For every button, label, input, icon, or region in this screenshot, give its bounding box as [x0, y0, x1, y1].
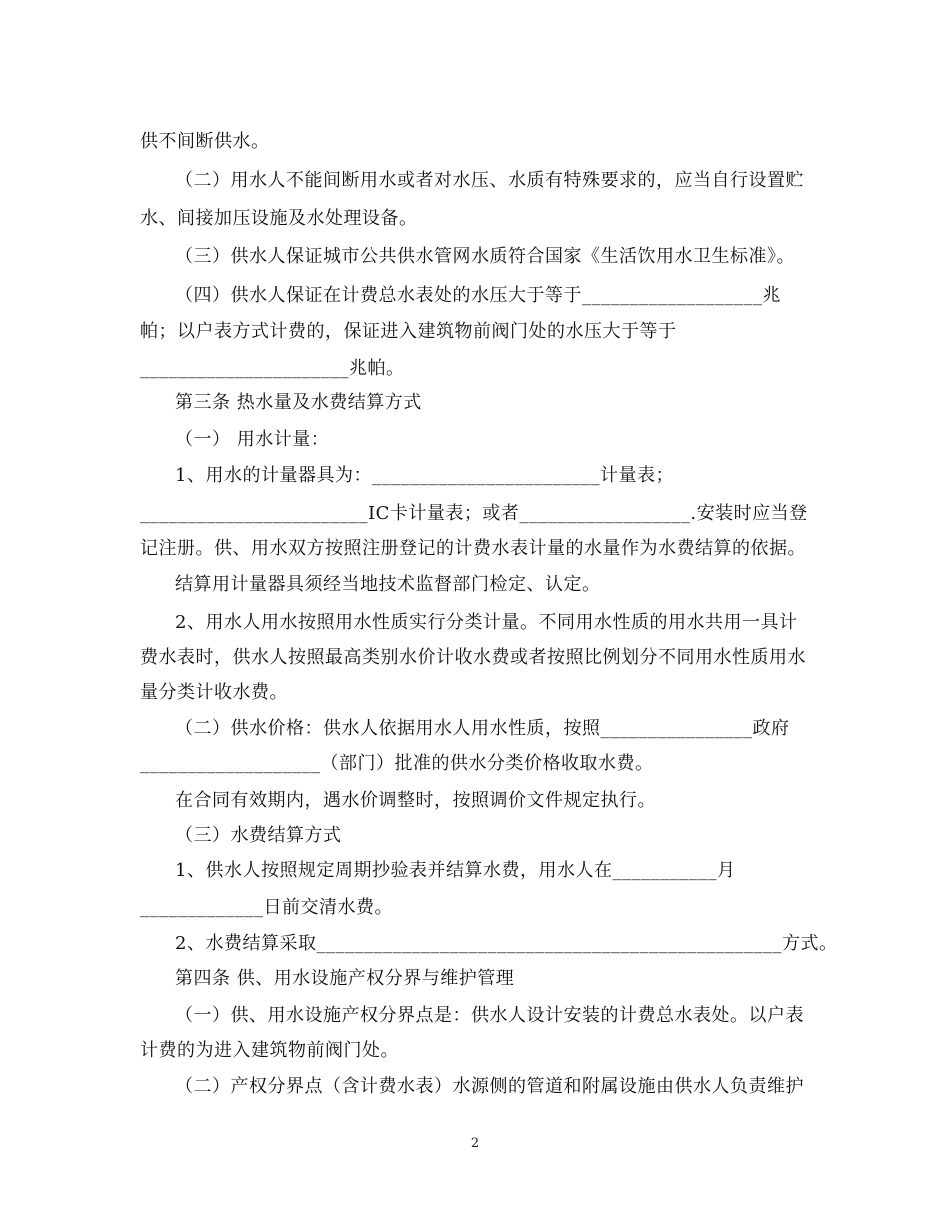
- page-number: 2: [470, 1136, 480, 1151]
- text-line: 1、供水人按照规定周期抄验表并结算水费，用水人在___________月: [175, 860, 736, 881]
- text-line: 费水表时，供水人按照最高类别水价计收水费或者按照比例划分不同用水性质用水: [140, 647, 806, 668]
- text-line: （三）供水人保证城市公共供水管网水质符合国家《生活饮用水卫生标准》。: [175, 246, 795, 267]
- text-line: 记注册。供、用水双方按照注册登记的计费水表计量的水量作为水费结算的依据。: [140, 538, 806, 559]
- text-line: 水、间接加压设施及水处理设备。: [140, 208, 418, 229]
- text-line: （二）用水人不能间断用水或者对水压、水质有特殊要求的，应当自行设置贮: [175, 170, 804, 191]
- text-line: ________________________IC卡计量表；或者__________________.安装时应当登: [140, 503, 808, 524]
- article-heading: 第四条 供、用水设施产权分界与维护管理: [175, 968, 515, 989]
- text-line: （一）供、用水设施产权分界点是：供水人设计安装的计费总水表处。以户表: [175, 1005, 804, 1026]
- text-line: 量分类计收水费。: [140, 682, 288, 703]
- section-heading: （三）水费结算方式: [175, 825, 342, 846]
- text-line: 供不间断供水。: [140, 131, 270, 152]
- text-line: （四）供水人保证在计费总水表处的水压大于等于___________________兆: [175, 285, 781, 306]
- text-line: 计费的为进入建筑物前阀门处。: [140, 1040, 399, 1061]
- text-line: 2、水费结算采取_________________________________________________方式。: [175, 933, 838, 954]
- text-line: 2、用水人用水按照用水性质实行分类计量。不同用水性质的用水共用一具计: [175, 612, 798, 633]
- section-heading: （一） 用水计量：: [175, 429, 330, 450]
- article-heading: 第三条 热水量及水费结算方式: [175, 392, 422, 413]
- text-line: _____________日前交清水费。: [140, 897, 393, 918]
- text-line: 在合同有效期内，遇水价调整时，按照调价文件规定执行。: [175, 790, 656, 811]
- text-line: 1、用水的计量器具为：________________________计量表；: [175, 465, 674, 486]
- text-line: 帕；以户表方式计费的，保证进入建筑物前阀门处的水压大于等于: [140, 321, 677, 342]
- text-line: ______________________兆帕。: [140, 358, 405, 379]
- text-line: （二）产权分界点（含计费水表）水源侧的管道和附属设施由供水人负责维护: [175, 1076, 804, 1097]
- text-line: ___________________（部门）批准的供水分类价格收取水费。: [140, 753, 654, 774]
- text-line: （二）供水价格：供水人依据用水人用水性质，按照________________政府: [175, 718, 790, 739]
- text-line: 结算用计量器具须经当地技术监督部门检定、认定。: [175, 574, 601, 595]
